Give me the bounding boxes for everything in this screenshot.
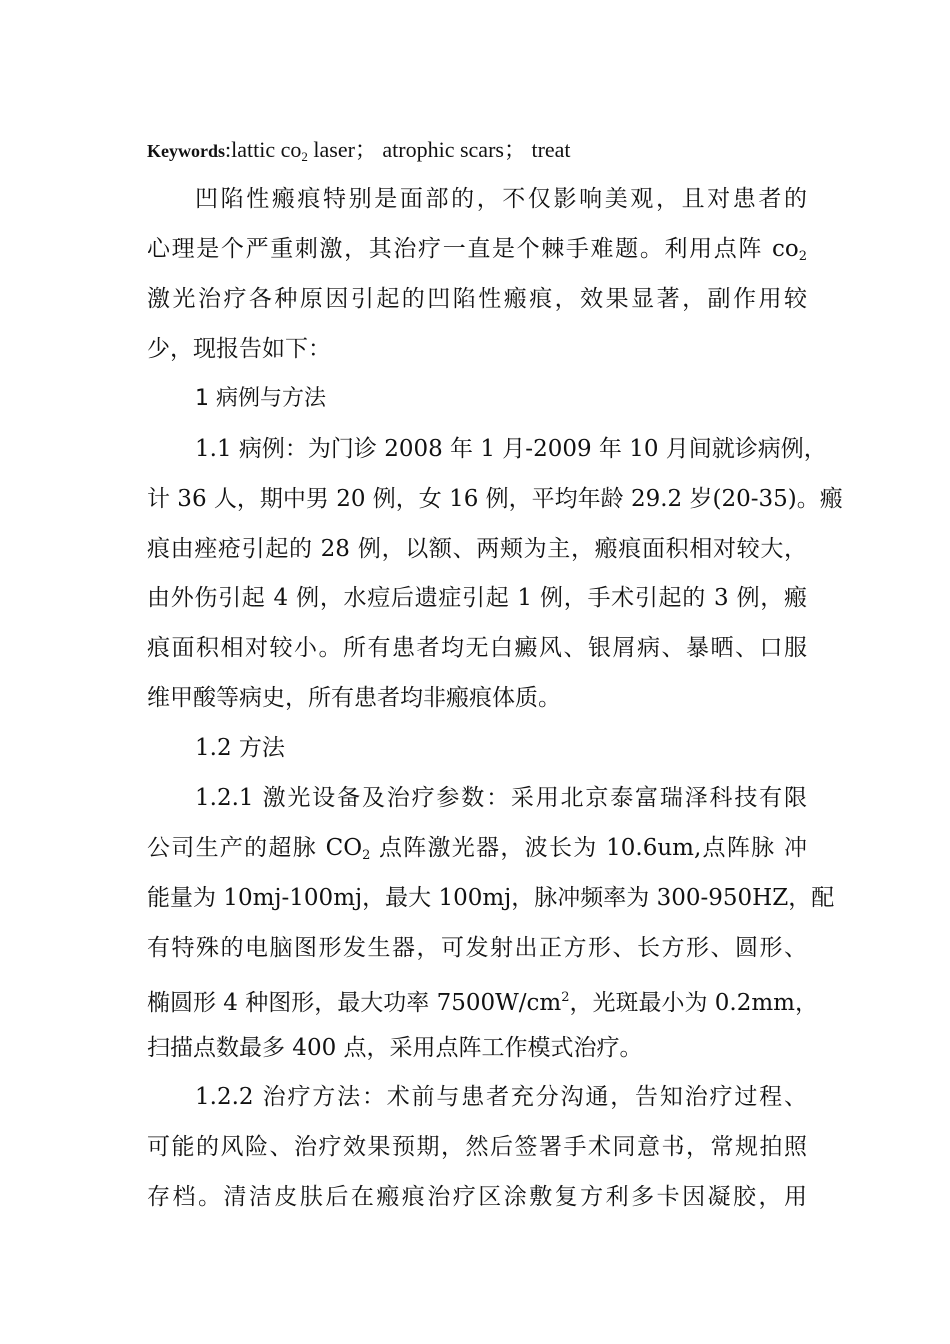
s1-2-1-line-1: 1.2.1 激光设备及治疗参数：采用北京泰富瑞泽科技有限: [195, 785, 807, 811]
s1-2-1-line-4: 有特殊的电脑图形发生器，可发射出正方形、长方形、圆形、: [147, 935, 807, 961]
intro-line-1: 凹陷性瘢痕特别是面部的，不仅影响美观，且对患者的: [195, 186, 807, 212]
s1-1-line-3: 痕由痤疮引起的 28 例，以额、两颊为主，瘢痕面积相对较大，: [147, 536, 807, 562]
s1-1-line-2: 计 36 人，期中男 20 例，女 16 例，平均年龄 29.2 岁(20-35)。瘢: [147, 486, 843, 512]
keywords-text-a: lattic co: [231, 137, 302, 162]
section-1-heading: 1 病例与方法: [195, 386, 326, 411]
s1-2-1-line-5: [147, 984, 818, 1017]
intro-line-3: 激光治疗各种原因引起的凹陷性瘢痕，效果显著，副作用较: [147, 286, 807, 312]
s1-2-2-line-3: 存档。清洁皮肤后在瘢痕治疗区涂敷复方利多卡因凝胶，用: [147, 1184, 807, 1210]
s1-2-1-line-2: [147, 834, 807, 870]
section-1-2-heading: 1.2 方法: [195, 735, 285, 761]
s1-1-line-4: 由外伤引起 4 例，水痘后遗症引起 1 例，手术引起的 3 例，瘢: [147, 585, 807, 611]
intro-line-2-text: 心理是个严重刺激，其治疗一直是个棘手难题。利用点阵 co: [147, 236, 799, 262]
keywords-label: Keywords: [147, 141, 225, 161]
s1-1-line-6: 维甲酸等病史，所有患者均非瘢痕体质。: [147, 685, 561, 711]
s1-2-2-line-1: 1.2.2 治疗方法：术前与患者充分沟通，告知治疗过程、: [195, 1084, 807, 1110]
s1-2-1-line-6: 扫描点数最多 400 点，采用点阵工作模式治疗。: [147, 1035, 643, 1061]
intro-line-4: 少，现报告如下：: [147, 336, 331, 362]
keywords-subscript: 2: [301, 149, 308, 164]
s1-2-1-line-5-text-b: ，光斑最小为 0.2mm，: [569, 990, 818, 1016]
keywords-line: [147, 136, 807, 171]
s1-2-1-line-2-subscript: 2: [362, 848, 371, 863]
keywords-colon: :: [225, 137, 232, 162]
s1-2-1-line-5-superscript: 2: [561, 990, 570, 1005]
s1-1-line-5: 痕面积相对较小。所有患者均无白癜风、银屑病、暴晒、口服: [147, 635, 807, 661]
s1-2-2-line-2: 可能的风险、治疗效果预期，然后签署手术同意书，常规拍照: [147, 1134, 807, 1160]
s1-2-1-line-2-text-b: 点阵激光器，波长为 10.6um,点阵脉 冲: [370, 835, 808, 861]
keywords-text-b: laser； atrophic scars； treat: [307, 137, 571, 162]
s1-1-line-1: 1.1 病例：为门诊 2008 年 1 月-2009 年 10 月间就诊病例，: [195, 436, 827, 462]
s1-2-1-line-3: 能量为 10mj-100mj，最大 100mj，脉冲频率为 300-950HZ，配: [147, 885, 835, 911]
s1-2-1-line-5-text-a: 椭圆形 4 种图形，最大功率 7500W/cm: [147, 990, 562, 1016]
intro-line-2-subscript: 2: [798, 249, 807, 264]
intro-line-2: [147, 235, 807, 271]
s1-2-1-line-2-text-a: 公司生产的超脉 CO: [147, 835, 363, 861]
